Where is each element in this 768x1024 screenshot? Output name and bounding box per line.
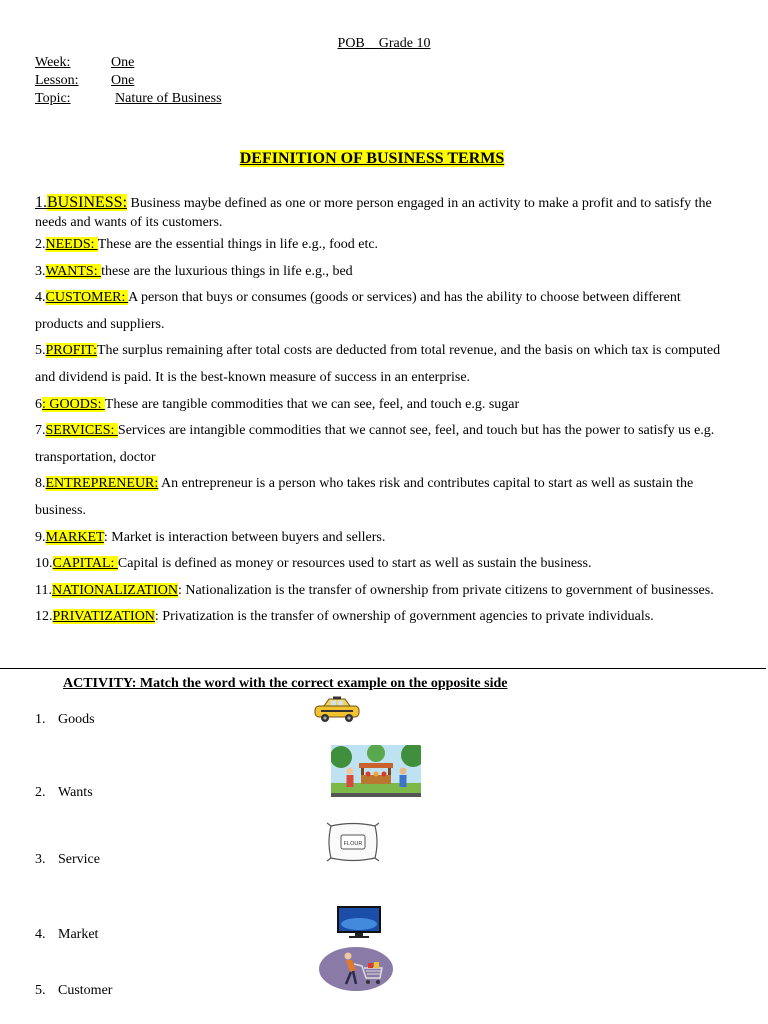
- definitions-list: [35, 193, 725, 631]
- definition-item: 10.CAPITAL: Capital is defined as money or resources used to start as well as sustain the business.: [35, 556, 592, 572]
- week-value: One: [111, 55, 135, 70]
- week-line: [35, 55, 135, 71]
- definition-item: 3.WANTS: these are the luxurious things in life e.g., bed: [35, 263, 353, 279]
- definition-term: CUSTOMER:: [45, 290, 129, 306]
- definition-term: MARKET: [45, 529, 104, 545]
- topic-line: [35, 91, 222, 107]
- definition-item: 12.PRIVATIZATION: Privatization is the transfer of ownership of government agencies to private individuals.: [35, 609, 654, 625]
- activity-item-market: 4. Market: [35, 927, 99, 942]
- definition-term: NATIONALIZATION: [51, 582, 178, 598]
- grade-label: Grade 10: [378, 36, 431, 51]
- activity-instruction: ACTIVITY: Match the word with the correct example on the opposite side: [63, 676, 508, 691]
- activity-item-customer: 5. Customer: [35, 983, 113, 998]
- definition-term: WANTS:: [45, 263, 102, 279]
- definition-item: 7.SERVICES: Services are intangible commodities that we cannot see, feel, and touch but has the power to satisfy us e.g. transportation, doctor: [35, 423, 715, 465]
- week-label: Week:: [35, 55, 71, 70]
- section-divider: [0, 668, 766, 669]
- definition-term: PROFIT:: [45, 343, 97, 359]
- definition-term: : GOODS:: [42, 396, 105, 412]
- subject-label: POB: [337, 36, 365, 51]
- definition-item: 9.MARKET: Market is interaction between buyers and sellers.: [35, 529, 386, 545]
- definition-term: ENTREPRENEUR:: [45, 476, 159, 492]
- taxi-icon: [312, 696, 362, 724]
- definition-item: 8.ENTREPRENEUR: An entrepreneur is a person who takes risk and contributes capital to start as well as sustain the business.: [35, 476, 694, 518]
- market-stall-icon: [331, 745, 421, 797]
- definition-item: 6: GOODS: These are tangible commodities that we can see, feel, and touch e.g. sugar: [35, 396, 520, 412]
- shopping-cart-icon: [318, 946, 394, 992]
- definition-item: 11.NATIONALIZATION: Nationalization is the transfer of ownership from private citizens to government of businesses.: [35, 582, 714, 598]
- flour-bag-icon: [325, 820, 381, 864]
- lesson-line: [35, 73, 135, 89]
- lesson-value: One: [111, 73, 135, 88]
- activity-item-wants: 2. Wants: [35, 785, 93, 800]
- lesson-label: Lesson:: [35, 73, 79, 88]
- definition-term: BUSINESS:: [47, 194, 128, 211]
- definition-term: PRIVATIZATION: [52, 609, 155, 625]
- page-title: DEFINITION OF BUSINESS TERMS: [239, 150, 505, 167]
- definition-term: NEEDS:: [45, 237, 98, 252]
- definition-item: 2.NEEDS: These are the essential things in life e.g., food etc.: [35, 237, 379, 252]
- definition-term: CAPITAL:: [52, 556, 118, 572]
- activity-item-service: 3. Service: [35, 852, 100, 867]
- topic-label: Topic:: [35, 91, 71, 106]
- activity-item-goods: 1. Goods: [35, 712, 95, 727]
- definition-item: 1.BUSINESS: Business maybe defined as one or more person engaged in an activity to make a profit and to satisfy the needs and wants of its customers.: [35, 194, 712, 230]
- svg-text:FLOUR: FLOUR: [343, 841, 363, 847]
- television-icon: [336, 905, 382, 939]
- definition-item: 5.PROFIT:The surplus remaining after total costs are deducted from total revenue, and the basis on which tax is computed and dividend is paid. It is the best-known measure of success in an enterprise.: [35, 343, 721, 385]
- definition-term: SERVICES:: [45, 423, 118, 439]
- document-header: [0, 36, 768, 52]
- topic-value: Nature of Business: [115, 91, 222, 106]
- definition-item: 4.CUSTOMER: A person that buys or consumes (goods or services) and has the ability to choose between different products and suppliers.: [35, 290, 681, 332]
